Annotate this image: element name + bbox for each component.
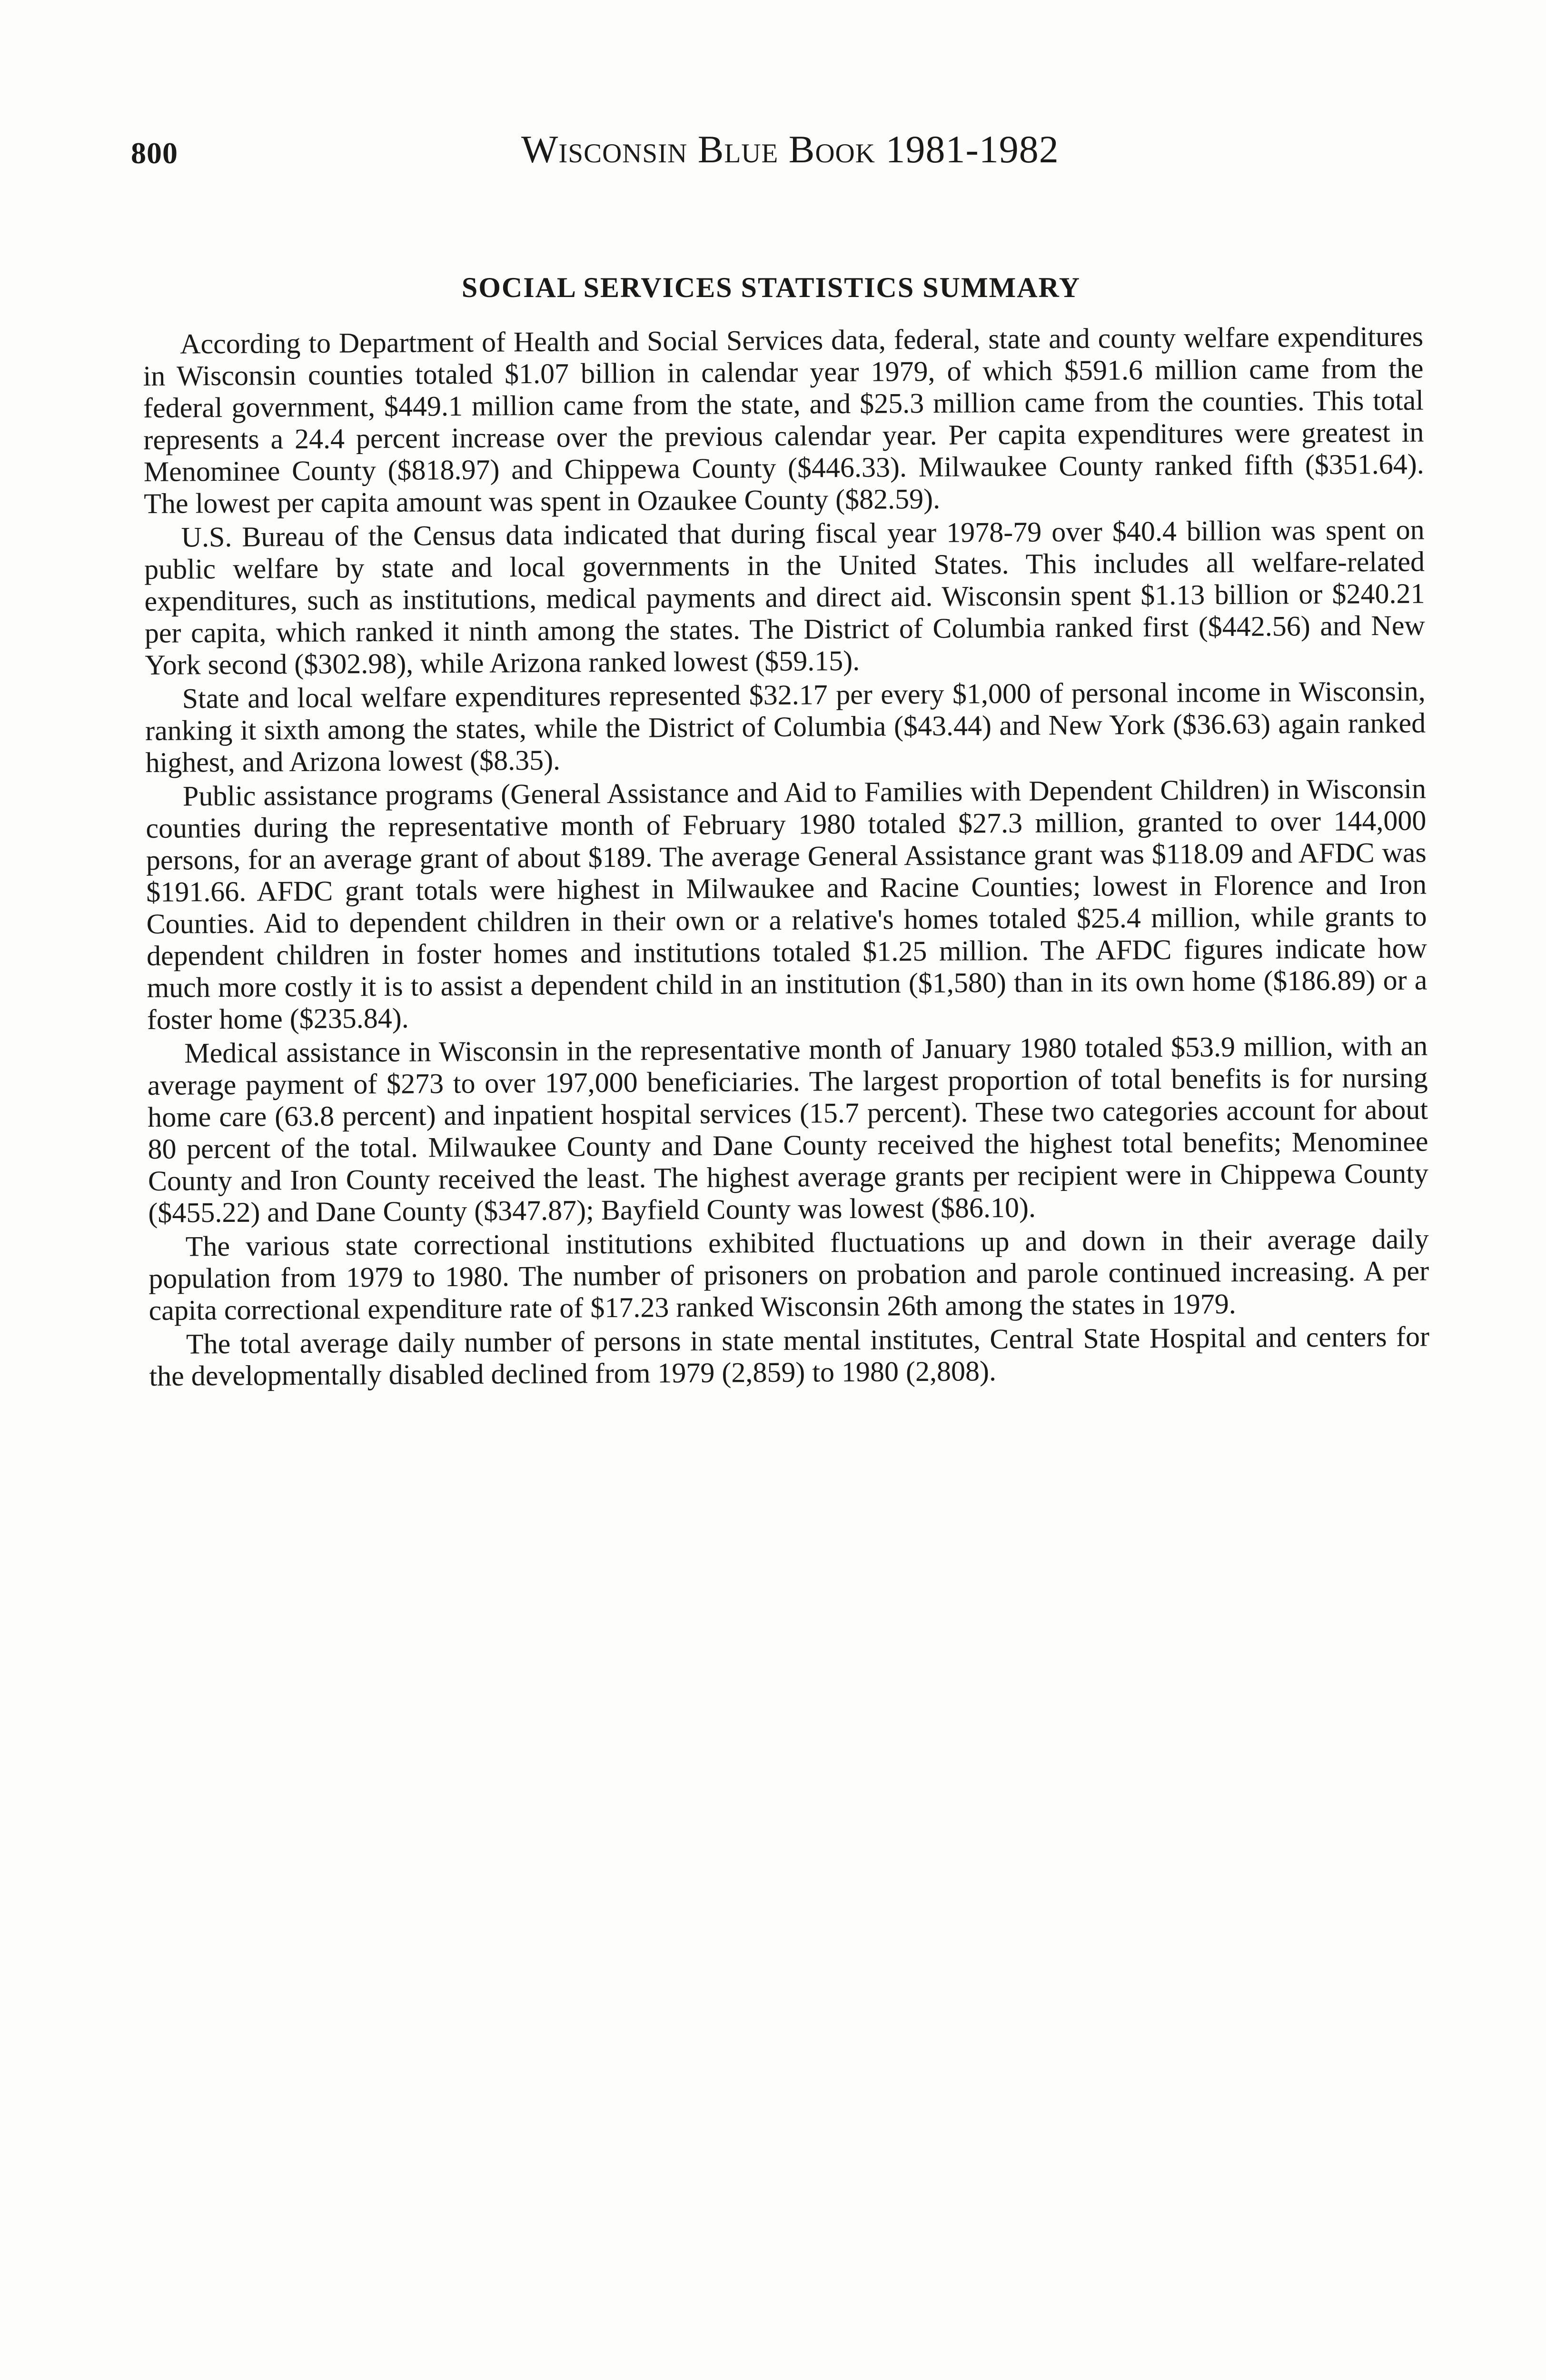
paragraph-medical-assistance: Medical assistance in Wisconsin in the representative month of January 1980 totaled $53.9 million, with an average payment of $273 to over 197,000 beneficiaries. The largest proportion of total benefits is for nursing home care (63.8 percent) and inpatient hospital services (15.7 percent). These two categories account for about 80 percent of the total. Milwaukee County and Dane County received the highest total benefits; Menominee County and Iron County received the least. The highest average grants per recipient were in Chippewa County ($455.22) and Dane County ($347.87); Bayfield County was lowest ($86.10). (147, 1030, 1429, 1229)
running-head (131, 128, 1426, 178)
paragraph-mental-institutes: The total average daily number of persons in state mental institutes, Central State Hospital and centers for the developmentally disabled declined from 1979 (2,859) to 1980 (2,808). (149, 1320, 1430, 1392)
paragraph-correctional-institutions: The various state correctional institutions exhibited fluctuations up and down in their average daily population from 1979 to 1980. The number of prisoners on probation and parole continued increasing. A per capita correctional expenditure rate of $17.23 ranked Wisconsin 26th among the states in 1979. (148, 1223, 1429, 1326)
paragraph-census-data: U.S. Bureau of the Census data indicated that during fiscal year 1978-79 over $40.4 billion was spent on public welfare by state and local governments in the United States. This includes all welfare-related expenditures, such as institutions, medical payments and direct aid. Wisconsin spent $1.13 billion or $240.21 per capita, which ranked it ninth among the states. The District of Columbia ranked first ($442.56) and New York second ($302.98), while Arizona ranked lowest ($59.15). (144, 514, 1426, 681)
paragraph-personal-income: State and local welfare expenditures represented $32.17 per every $1,000 of personal income in Wisconsin, ranking it sixth among the states, while the District of Columbia ($43.44) and New York ($36.63) again ranked highest, and Arizona lowest ($8.35). (145, 675, 1426, 778)
body-text (143, 321, 1430, 1394)
book-title: Wisconsin Blue Book 1981-1982 (521, 128, 1059, 171)
section-title: SOCIAL SERVICES STATISTICS SUMMARY (461, 272, 1081, 303)
page-number: 800 (131, 136, 178, 170)
paragraph-welfare-expenditures: According to Department of Health and Social Services data, federal, state and county welfare expenditures in Wisconsin counties totaled $1.07 billion in calendar year 1979, of which $591.6 million came from the federal government, $449.1 million came from the state, and $25.3 million came from the counties. This total represents a 24.4 percent increase over the previous calendar year. Per capita expenditures were greatest in Menominee County ($818.97) and Chippewa County ($446.33). Milwaukee County ranked fifth ($351.64). The lowest per capita amount was spent in Ozaukee County ($82.59). (143, 320, 1424, 519)
paragraph-public-assistance: Public assistance programs (General Assistance and Aid to Families with Dependent Children) in Wisconsin counties during the representative month of February 1980 totaled $27.3 million, granted to over 144,000 persons, for an average grant of about $189. The average General Assistance grant was $118.09 and AFDC was $191.66. AFDC grant totals were highest in Milwaukee and Racine Counties; lowest in Florence and Iron Counties. Aid to dependent children in their own or a relative's homes totaled $25.4 million, while grants to dependent children in foster homes and institutions totaled $1.25 million. The AFDC figures indicate how much more costly it is to assist a dependent child in an institution ($1,580) than in its own home ($186.89) or a foster home ($235.84). (146, 773, 1427, 1035)
